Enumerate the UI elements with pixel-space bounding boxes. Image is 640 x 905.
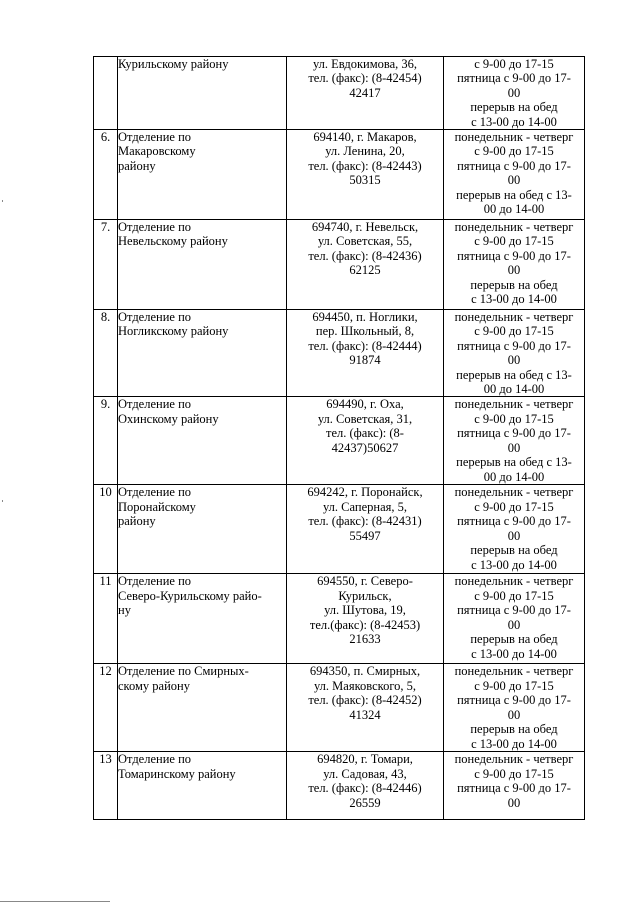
address-cell xyxy=(287,220,444,310)
address-line: тел. (факс): (8-42444) xyxy=(308,338,422,353)
address-line: тел. (факс): (8-42446) xyxy=(308,781,422,796)
row-number-cell xyxy=(94,57,118,130)
working-hours-cell xyxy=(444,130,585,220)
working-hours-cell xyxy=(444,57,585,130)
address-cell xyxy=(287,130,444,220)
working-hours-line: понедельник - четверг xyxy=(454,752,574,767)
office-name-cell xyxy=(118,57,287,130)
address-line: тел. (факс): (8- xyxy=(326,426,404,441)
office-name-line: Отделение по xyxy=(118,310,192,325)
office-name-cell xyxy=(118,220,287,310)
row-number-cell xyxy=(94,310,118,397)
row-number: 11 xyxy=(99,574,112,589)
working-hours-line: 00 xyxy=(507,85,521,100)
offices-table xyxy=(93,56,585,820)
address-line: 42437)50627 xyxy=(331,440,399,455)
row-number: 9. xyxy=(100,397,111,412)
address-line: 42417 xyxy=(349,85,381,100)
working-hours-line: с 9-00 до 17-15 xyxy=(474,766,554,781)
table-row xyxy=(94,485,585,574)
office-name-line: Невельскому району xyxy=(118,234,228,249)
working-hours-line: перерыв на обед с 13- xyxy=(456,367,572,382)
row-number: 12 xyxy=(99,664,112,679)
row-number-cell xyxy=(94,574,118,664)
address-line: 694490, г. Оха, xyxy=(326,397,404,412)
address-cell xyxy=(287,664,444,752)
address-line: 694450, п. Ноглики, xyxy=(312,310,418,325)
office-name-cell xyxy=(118,485,287,574)
working-hours-line: пятница с 9-00 до 17- xyxy=(457,426,571,441)
address-line: 55497 xyxy=(349,528,381,543)
address-cell xyxy=(287,574,444,664)
address-line: пер. Школьный, 8, xyxy=(315,324,415,339)
working-hours-line: понедельник - четверг xyxy=(454,574,574,589)
office-name-cell xyxy=(118,574,287,664)
working-hours-line: перерыв на обед с 13- xyxy=(456,187,572,202)
working-hours-line: 00 xyxy=(507,353,521,368)
table-row xyxy=(94,57,585,130)
office-name-line: району xyxy=(118,158,156,173)
address-line: ул. Советская, 31, xyxy=(317,411,413,426)
working-hours-cell xyxy=(444,574,585,664)
working-hours-line: 00 xyxy=(507,617,521,632)
address-cell xyxy=(287,752,444,820)
office-name-line: Отделение по xyxy=(118,574,192,589)
margin-mark xyxy=(2,200,3,202)
working-hours-cell xyxy=(444,310,585,397)
address-line: 41324 xyxy=(349,707,381,722)
row-number-cell xyxy=(94,752,118,820)
working-hours-line: 00 xyxy=(507,440,521,455)
working-hours-line: с 9-00 до 17-15 xyxy=(474,144,554,159)
address-line: тел. (факс): (8-42454) xyxy=(308,71,422,86)
working-hours-line: перерыв на обед xyxy=(470,632,558,647)
working-hours-cell xyxy=(444,397,585,485)
working-hours-line: понедельник - четверг xyxy=(454,310,574,325)
address-line: 694740, г. Невельск, xyxy=(311,220,419,235)
offices-table-body xyxy=(94,57,585,820)
office-name-line: Поронайскому xyxy=(118,499,196,514)
row-number: 10 xyxy=(99,485,112,500)
office-name-line: Курильскому району xyxy=(118,57,229,71)
office-name-line: Отделение по xyxy=(118,130,192,145)
working-hours-line: 00 xyxy=(507,528,521,543)
office-name-line: Отделение по xyxy=(118,485,192,500)
working-hours-line: 00 xyxy=(507,707,521,722)
address-line: 26559 xyxy=(349,795,381,810)
working-hours-line: 00 до 14-00 xyxy=(483,382,545,397)
row-number-cell xyxy=(94,220,118,310)
working-hours-line: с 13-00 до 14-00 xyxy=(471,557,557,572)
table-row xyxy=(94,752,585,820)
office-name-cell xyxy=(118,310,287,397)
working-hours-line: перерыв на обед xyxy=(470,543,558,558)
address-line: тел.(факс): (8-42453) xyxy=(309,617,421,632)
row-number-cell xyxy=(94,485,118,574)
working-hours-line: понедельник - четверг xyxy=(454,397,574,412)
address-line: 50315 xyxy=(349,173,381,188)
row-number: 13 xyxy=(99,752,112,767)
row-number: 8. xyxy=(100,310,111,325)
working-hours-line: понедельник - четверг xyxy=(454,220,574,235)
office-name-line: Отделение по xyxy=(118,752,192,767)
address-line: ул. Евдокимова, 36, xyxy=(312,57,418,71)
working-hours-line: 00 xyxy=(507,263,521,278)
address-line: 62125 xyxy=(349,263,381,278)
working-hours-line: пятница с 9-00 до 17- xyxy=(457,693,571,708)
office-name-line: району xyxy=(118,514,156,529)
address-line: Курильск, xyxy=(338,588,392,603)
office-name-line: Макаровскому xyxy=(118,144,196,159)
address-line: ул. Ленина, 20, xyxy=(325,144,405,159)
office-name-cell xyxy=(118,397,287,485)
working-hours-line: пятница с 9-00 до 17- xyxy=(457,248,571,263)
table-row xyxy=(94,220,585,310)
working-hours-cell xyxy=(444,752,585,820)
working-hours-line: перерыв на обед xyxy=(470,722,558,737)
office-name-line: Отделение по xyxy=(118,397,192,412)
working-hours-line: пятница с 9-00 до 17- xyxy=(457,781,571,796)
table-row xyxy=(94,574,585,664)
working-hours-line: понедельник - четверг xyxy=(454,130,574,145)
office-name-line: Охинскому району xyxy=(118,411,219,426)
working-hours-line: с 9-00 до 17-15 xyxy=(474,678,554,693)
working-hours-cell xyxy=(444,485,585,574)
table-row xyxy=(94,397,585,485)
working-hours-line: пятница с 9-00 до 17- xyxy=(457,71,571,86)
working-hours-line: с 13-00 до 14-00 xyxy=(471,736,557,751)
address-line: 21633 xyxy=(349,632,381,647)
address-line: 694350, п. Смирных, xyxy=(309,664,421,679)
address-line: ул. Саперная, 5, xyxy=(322,499,407,514)
working-hours-line: с 13-00 до 14-00 xyxy=(471,292,557,307)
working-hours-line: с 9-00 до 17-15 xyxy=(474,588,554,603)
working-hours-line: с 13-00 до 14-00 xyxy=(471,646,557,661)
table-row xyxy=(94,130,585,220)
working-hours-line: перерыв на обед с 13- xyxy=(456,455,572,470)
office-name-line: ну xyxy=(118,603,131,618)
office-name-cell xyxy=(118,664,287,752)
address-cell xyxy=(287,57,444,130)
office-name-cell xyxy=(118,752,287,820)
working-hours-line: с 9-00 до 17-15 xyxy=(474,324,554,339)
working-hours-line: перерыв на обед xyxy=(470,277,558,292)
office-name-line: Томаринскому району xyxy=(118,766,236,781)
table-row xyxy=(94,664,585,752)
address-line: тел. (факс): (8-42431) xyxy=(308,514,422,529)
address-line: ул. Советская, 55, xyxy=(317,234,413,249)
office-name-line: Северо-Курильскому райо- xyxy=(118,588,262,603)
address-line: 694820, г. Томари, xyxy=(317,752,413,767)
margin-mark xyxy=(2,500,3,502)
row-number: 6. xyxy=(100,130,111,145)
address-cell xyxy=(287,310,444,397)
address-line: ул. Маяковского, 5, xyxy=(313,678,417,693)
address-cell xyxy=(287,485,444,574)
working-hours-line: 00 до 14-00 xyxy=(483,469,545,484)
working-hours-line: 00 xyxy=(507,795,521,810)
address-line: ул. Садовая, 43, xyxy=(323,766,407,781)
working-hours-line: пятница с 9-00 до 17- xyxy=(457,603,571,618)
working-hours-line: пятница с 9-00 до 17- xyxy=(457,338,571,353)
address-line: 694242, г. Поронайск, xyxy=(307,485,423,500)
working-hours-line: с 9-00 до 17-15 xyxy=(474,499,554,514)
working-hours-line: с 9-00 до 17-15 xyxy=(474,411,554,426)
office-name-line: Отделение по xyxy=(118,220,192,235)
working-hours-line: пятница с 9-00 до 17- xyxy=(457,514,571,529)
working-hours-line: понедельник - четверг xyxy=(454,664,574,679)
address-line: 91874 xyxy=(349,353,381,368)
address-line: ул. Шутова, 19, xyxy=(324,603,406,618)
working-hours-line: пятница с 9-00 до 17- xyxy=(457,158,571,173)
row-number: 7. xyxy=(100,220,111,235)
row-number-cell xyxy=(94,664,118,752)
address-line: тел. (факс): (8-42452) xyxy=(308,693,422,708)
office-name-line: Отделение по Смирных- xyxy=(118,664,249,679)
address-cell xyxy=(287,397,444,485)
office-name-cell xyxy=(118,130,287,220)
working-hours-line: 00 xyxy=(507,173,521,188)
row-number-cell xyxy=(94,397,118,485)
address-line: 694140, г. Макаров, xyxy=(313,130,417,145)
working-hours-line: перерыв на обед xyxy=(470,100,558,115)
footer-rule xyxy=(0,901,110,902)
address-line: тел. (факс): (8-42436) xyxy=(308,248,422,263)
working-hours-line: с 9-00 до 17-15 xyxy=(474,57,554,71)
address-line: 694550, г. Северо- xyxy=(317,574,413,589)
working-hours-cell xyxy=(444,664,585,752)
office-name-line: скому району xyxy=(118,678,190,693)
table-row xyxy=(94,310,585,397)
working-hours-line: с 9-00 до 17-15 xyxy=(474,234,554,249)
row-number-cell xyxy=(94,130,118,220)
address-line: тел. (факс): (8-42443) xyxy=(308,158,422,173)
office-name-line: Ногликскому району xyxy=(118,324,229,339)
working-hours-cell xyxy=(444,220,585,310)
working-hours-line: понедельник - четверг xyxy=(454,485,574,500)
working-hours-line: с 13-00 до 14-00 xyxy=(471,114,557,129)
working-hours-line: 00 до 14-00 xyxy=(483,202,545,217)
